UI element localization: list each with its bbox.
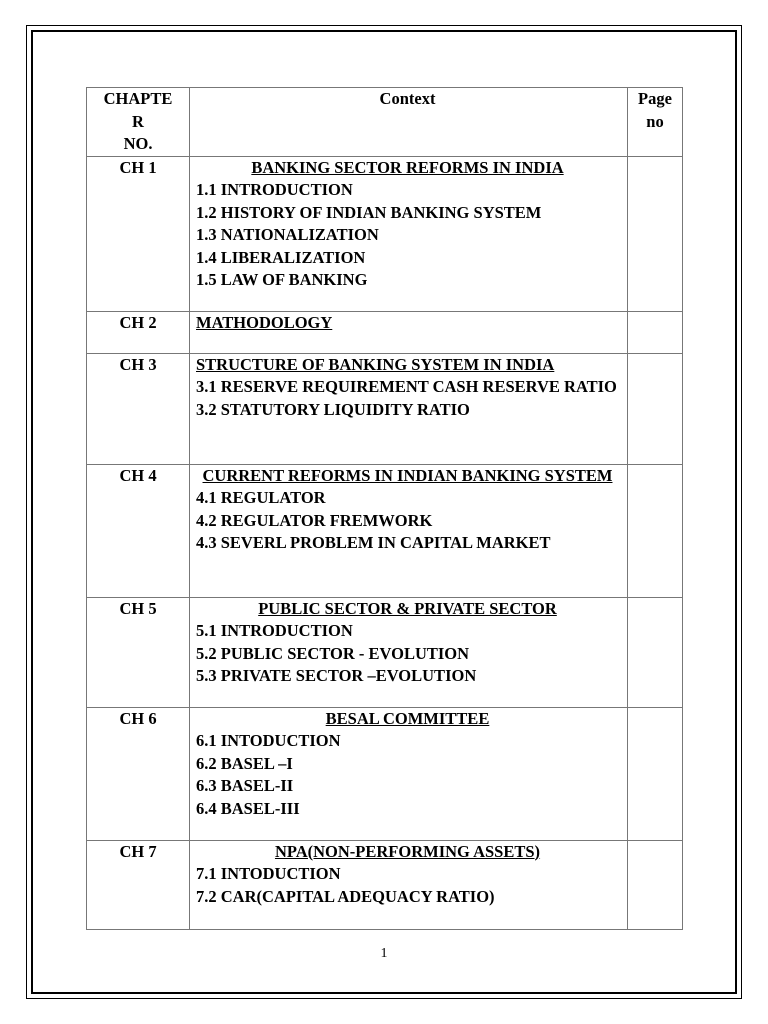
section-item: 4.1 REGULATOR [196, 488, 326, 507]
header-chapter-no: CHAPTE R NO. [87, 88, 190, 157]
chapter-contents [190, 311, 628, 353]
chapter-number: CH 4 [87, 464, 190, 597]
chapter-number: CH 3 [87, 353, 190, 464]
section-item: 5.1 INTRODUCTION [196, 621, 353, 640]
table-row [87, 353, 683, 464]
chapter-number: CH 2 [87, 311, 190, 353]
table-row [87, 311, 683, 353]
table-row [87, 597, 683, 707]
page-number-cell [628, 311, 683, 353]
chapter-title: STRUCTURE OF BANKING SYSTEM IN INDIA [196, 354, 555, 374]
chapter-contents [190, 464, 628, 597]
table-row [87, 156, 683, 311]
section-item: 5.3 PRIVATE SECTOR –EVOLUTION [196, 666, 477, 685]
section-item: 1.2 HISTORY OF INDIAN BANKING SYSTEM [196, 202, 542, 222]
page-number-cell [628, 353, 683, 464]
chapter-contents [190, 353, 628, 464]
chapter-title: PUBLIC SECTOR & PRIVATE SECTOR [258, 598, 557, 618]
section-item: 3.1 RESERVE REQUIREMENT CASH RESERVE RATIO [196, 377, 617, 396]
chapter-title: NPA(NON-PERFORMING ASSETS) [274, 841, 541, 861]
section-item: 6.2 BASEL –I [196, 753, 293, 773]
page-number-cell [628, 156, 683, 311]
chapter-title: BANKING SECTOR REFORMS IN INDIA [251, 157, 564, 177]
section-item: 6.3 BASEL-II [196, 776, 294, 795]
section-item: 1.1 INTRODUCTION [196, 180, 353, 199]
section-item: 6.4 BASEL-III [196, 798, 300, 818]
section-item: 4.2 REGULATOR FREMWORK [196, 510, 433, 530]
chapter-number: CH 6 [87, 707, 190, 840]
header-page-no: Page no [628, 88, 683, 157]
section-item: 5.2 PUBLIC SECTOR - EVOLUTION [196, 643, 470, 663]
page-number-cell [628, 597, 683, 707]
footer-page-number: 1 [380, 946, 388, 961]
page-number-cell [628, 707, 683, 840]
section-item: 1.3 NATIONALIZATION [196, 225, 379, 244]
section-item: 1.5 LAW OF BANKING [196, 270, 368, 289]
chapter-title: MATHODOLOGY [196, 312, 333, 332]
chapter-contents [190, 707, 628, 840]
chapter-contents [190, 597, 628, 707]
chapter-number: CH 5 [87, 597, 190, 707]
header-context: Context [190, 88, 628, 157]
section-item: 7.2 CAR(CAPITAL ADEQUACY RATIO) [196, 886, 495, 906]
table-row [87, 464, 683, 597]
chapter-contents [190, 156, 628, 311]
section-item: 4.3 SEVERL PROBLEM IN CAPITAL MARKET [196, 533, 551, 552]
section-item: 1.4 LIBERALIZATION [196, 247, 366, 267]
table-row [87, 707, 683, 840]
page-number-cell [628, 464, 683, 597]
chapter-title: BESAL COMMITTEE [325, 708, 490, 728]
section-item: 3.2 STATUTORY LIQUIDITY RATIO [196, 399, 470, 419]
page-number-cell [628, 840, 683, 929]
chapter-number: CH 1 [87, 156, 190, 311]
chapter-title: CURRENT REFORMS IN INDIAN BANKING SYSTEM [202, 465, 613, 485]
chapter-number: CH 7 [87, 840, 190, 929]
section-item: 7.1 INTODUCTION [196, 864, 341, 883]
section-item: 6.1 INTODUCTION [196, 731, 341, 750]
chapter-contents [190, 840, 628, 929]
table-of-contents [86, 87, 683, 930]
table-header-row [87, 88, 683, 157]
table-row [87, 840, 683, 929]
